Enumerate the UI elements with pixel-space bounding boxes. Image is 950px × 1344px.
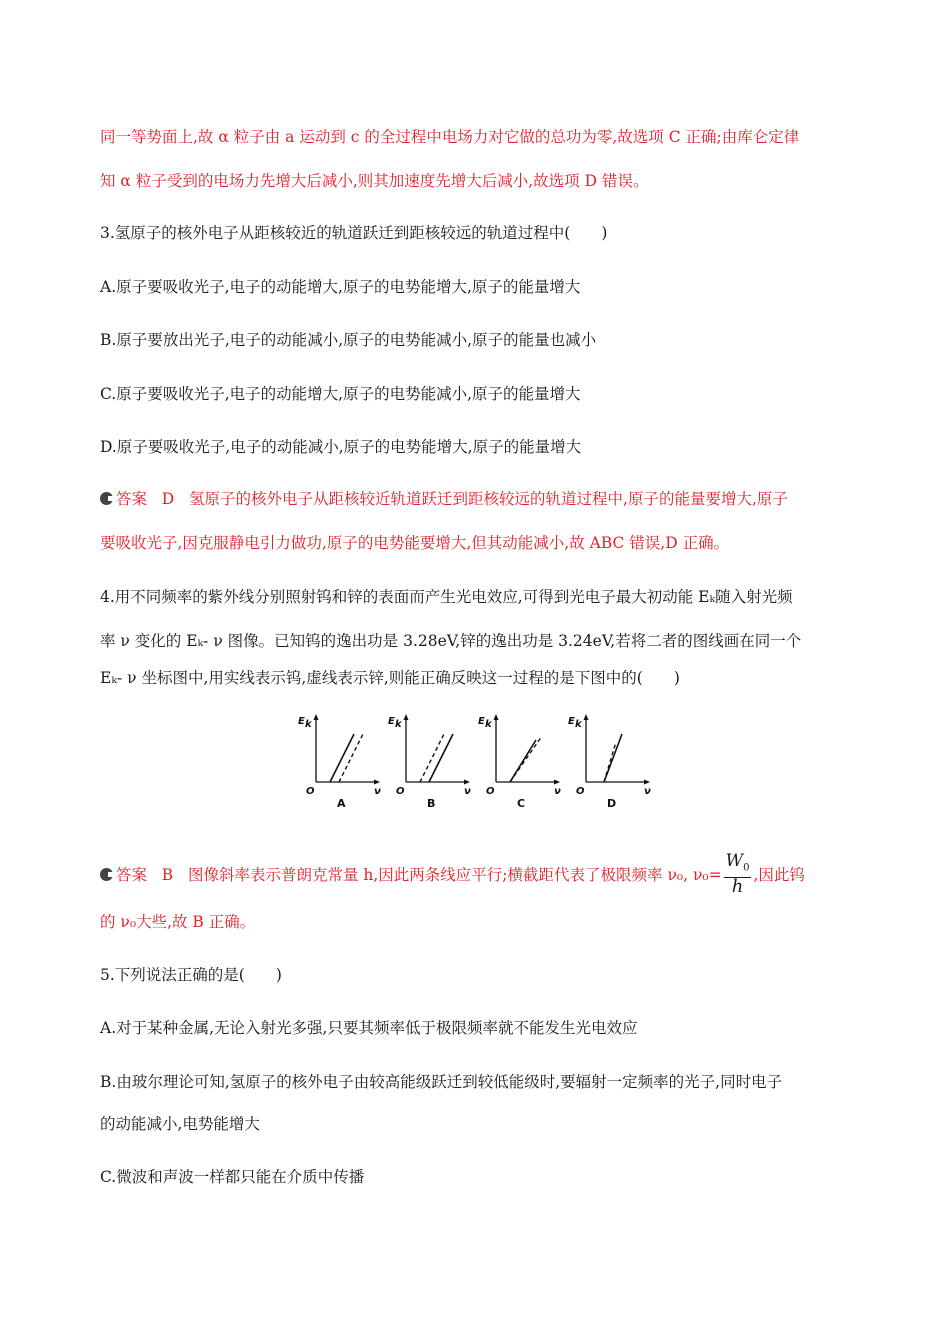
svg-text:ν: ν (554, 786, 561, 797)
answer-label: 答案 (116, 490, 148, 508)
question-4-line-2: 率 ν 变化的 Eₖ- ν 图像。已知钨的逸出功是 3.28eV,锌的逸出功是 3.24eV,若将二者的图线画在同一个 (100, 632, 802, 650)
svg-text:O: O (486, 786, 495, 797)
question-3-option-a: A.原子要吸收光子,电子的动能增大,原子的电势能增大,原子的能量增大 (100, 278, 581, 296)
question-5-stem: 5.下列说法正确的是( ) (100, 966, 282, 984)
answer-explanation: 图像斜率表示普朗克常量 h,因此两条线应平行;横截距代表了极限频率 ν₀, ν₀= (187, 866, 722, 885)
question-4-line-1: 4.用不同频率的紫外线分别照射钨和锌的表面而产生光电效应,可得到光电子最大初动能 Eₖ随入射光频 (100, 588, 793, 606)
answer-4-line-1 (100, 851, 805, 898)
prev-answer-line-1: 同一等势面上,故 α 粒子由 a 运动到 c 的全过程中电场力对它做的总功为零,故选项 C 正确;由库仑定律 (100, 128, 800, 146)
question-3-option-b: B.原子要放出光子,电子的动能减小,原子的电势能减小,原子的能量也减小 (100, 331, 597, 349)
answer-choice: B (161, 866, 174, 885)
svg-text:k: k (395, 719, 402, 730)
graph-b (388, 714, 471, 810)
svg-text:E: E (568, 716, 575, 727)
graph-label-d: D (607, 797, 617, 810)
work-function-fraction: $\frac{W_0}{h}$ (725, 851, 750, 898)
graph-label-b: B (427, 797, 436, 810)
ek-nu-graphs (290, 712, 660, 812)
answer-icon (100, 492, 113, 505)
graph-c (478, 714, 561, 810)
svg-text:E: E (388, 716, 395, 727)
graph-a (298, 714, 381, 810)
svg-text:k: k (575, 719, 582, 730)
answer-explanation: 氢原子的核外电子从距核较近轨道跃迁到距核较远的轨道过程中,原子的能量要增大,原子 (189, 490, 788, 508)
graph-label-c: C (517, 797, 526, 810)
svg-text:k: k (485, 719, 492, 730)
prev-answer-line-2: 知 α 粒子受到的电场力先增大后减小,则其加速度先增大后减小,故选项 D 错误。 (100, 172, 649, 190)
svg-text:ν: ν (374, 786, 381, 797)
svg-text:ν: ν (644, 786, 651, 797)
question-3-option-d: D.原子要吸收光子,电子的动能减小,原子的电势能增大,原子的能量增大 (100, 438, 582, 456)
answer-3-line-1 (100, 488, 788, 510)
question-5-option-b-line-2: 的动能减小,电势能增大 (100, 1115, 260, 1133)
svg-text:E: E (298, 716, 305, 727)
answer-label: 答案 (116, 866, 148, 885)
graph-label-a: A (337, 797, 346, 810)
svg-text:E: E (478, 716, 485, 727)
question-4-line-3: Eₖ- ν 坐标图中,用实线表示钨,虚线表示锌,则能正确反映这一过程的是下图中的( ) (100, 669, 680, 687)
question-3-option-c: C.原子要吸收光子,电子的动能增大,原子的电势能减小,原子的能量增大 (100, 385, 581, 403)
answer-icon (100, 868, 113, 881)
svg-text:O: O (306, 786, 315, 797)
question-5-option-a: A.对于某种金属,无论入射光多强,只要其频率低于极限频率就不能发生光电效应 (100, 1019, 638, 1037)
answer-explanation-tail: ,因此钨 (753, 866, 805, 885)
svg-text:O: O (576, 786, 585, 797)
answer-4-line-2: 的 ν₀大些,故 B 正确。 (100, 913, 256, 931)
question-5-option-b-line-1: B.由玻尔理论可知,氢原子的核外电子由较高能级跃迁到较低能级时,要辐射一定频率的光子,同时电子 (100, 1073, 783, 1091)
question-5-option-c: C.微波和声波一样都只能在介质中传播 (100, 1168, 365, 1186)
question-3-stem: 3.氢原子的核外电子从距核较近的轨道跃迁到距核较远的轨道过程中( ) (100, 224, 608, 242)
svg-text:O: O (396, 786, 405, 797)
answer-choice: D (161, 490, 175, 508)
svg-text:k: k (305, 719, 312, 730)
answer-3-line-2: 要吸收光子,因克服静电引力做功,原子的电势能要增大,但其动能减小,故 ABC 错误,D 正确。 (100, 534, 730, 552)
graph-d (568, 714, 651, 810)
svg-text:ν: ν (464, 786, 471, 797)
